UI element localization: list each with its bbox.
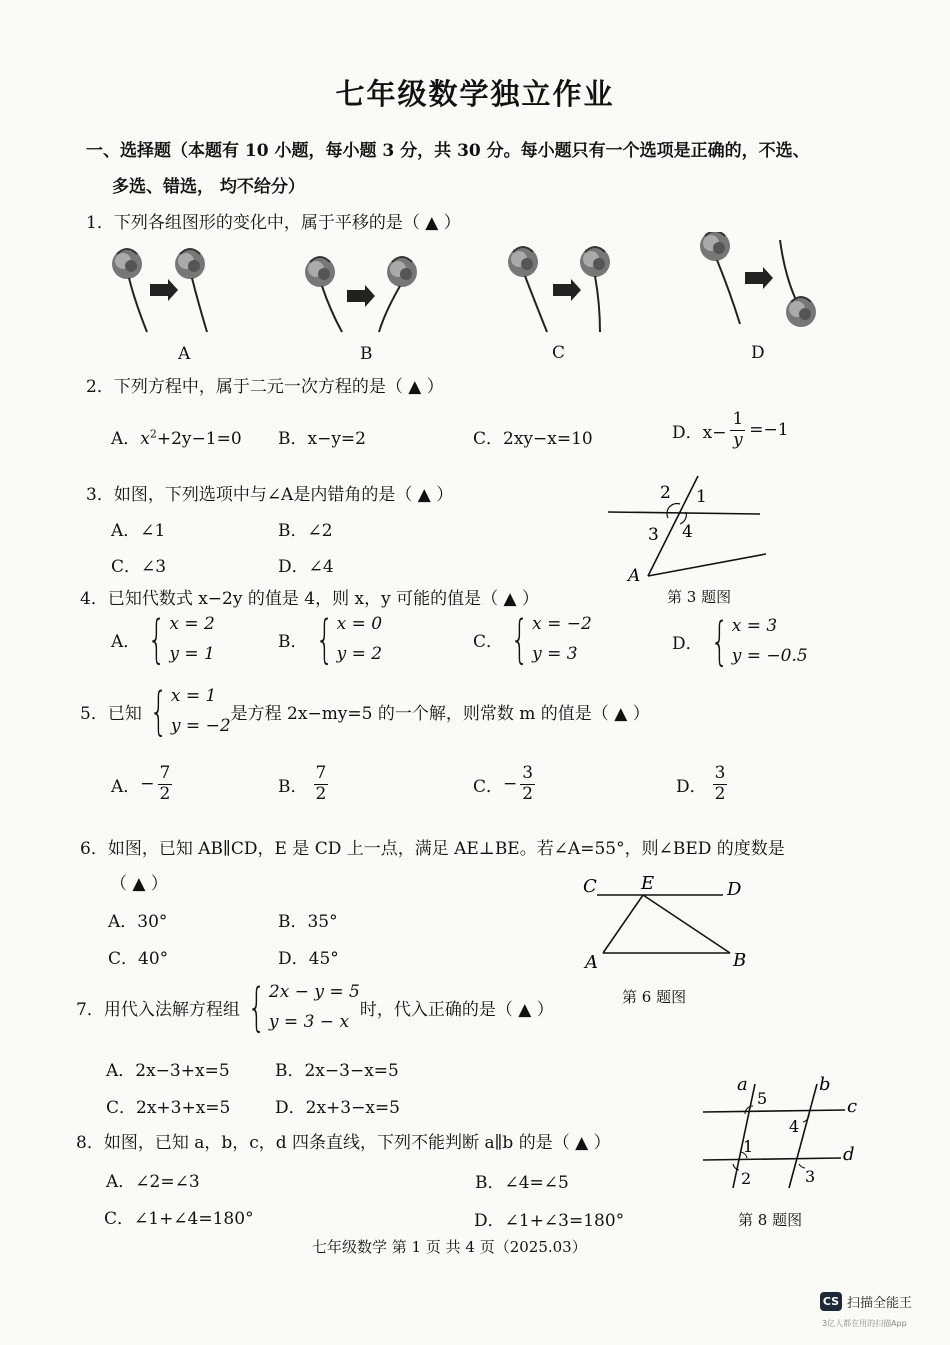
scanner-tagline: 3亿人都在用的扫描App (822, 1319, 907, 1328)
q1-label-d: D (751, 343, 765, 363)
q4-option-d-row2: y = −0.5 (731, 645, 808, 666)
q6-figure (575, 868, 755, 978)
q6-fig-label-c: C (583, 876, 597, 897)
q2-option-a-rest: +2y−1=0 (156, 429, 242, 449)
q4-option-d-row1: x = 3 (731, 616, 778, 636)
q7-option-c: C．2x+3+x=5 (106, 1098, 231, 1118)
q2-option-d (672, 410, 789, 450)
q8-stem: 8．如图，已知 a，b，c，d 四条直线，下列不能判断 a∥b 的是（ ▲ ） (76, 1133, 611, 1153)
q3-fig-label-1: 1 (696, 487, 707, 507)
scanner-app-name: 扫描全能王 (847, 1296, 913, 1311)
section-header-line1: 一、选择题（本题有 10 小题，每小题 3 分，共 30 分。每小题只有一个选项是正确的，不选、 (86, 141, 810, 161)
q4-option-c: C． { x = −2 y = 3 (473, 609, 592, 670)
q7-option-b: B．2x−3−x=5 (275, 1061, 399, 1081)
q8-option-b: B．∠4=∠5 (475, 1173, 569, 1193)
q4-option-d-label: D． (672, 634, 703, 655)
q4-stem: 4．已知代数式 x−2y 的值是 4，则 x，y 可能的值是（ ▲ ） (80, 589, 539, 609)
q3-fig-label-4: 4 (682, 522, 693, 542)
q5-option-c-label: C． (473, 776, 504, 797)
q5-row1: x = 1 (170, 686, 217, 706)
q6-fig-label-a: A (585, 952, 598, 973)
q4-option-b-label: B． (278, 632, 308, 653)
q5-option-c-numerator: 3 (522, 763, 534, 783)
q4-option-a-label: A． (111, 632, 141, 653)
q7-row1: 2x − y = 5 (268, 982, 360, 1002)
q4-option-c-row1: x = −2 (532, 614, 592, 634)
q8-fig-label-1: 1 (743, 1137, 754, 1156)
q2-option-a-var: x (140, 429, 150, 449)
q3-option-c: C．∠3 (111, 557, 167, 577)
q6-option-d: D．45° (278, 949, 339, 969)
q5-option-a (111, 764, 172, 804)
q5-pre: 5．已知 (80, 704, 142, 725)
section-header-line2: 多选、错选， 均不给分） (112, 177, 305, 197)
q1-stem: 1．下列各组图形的变化中，属于平移的是（ ▲ ） (86, 213, 461, 233)
q8-fig-label-3: 3 (805, 1167, 816, 1186)
q4-option-d: D． { x = 3 y = −0.5 (672, 611, 808, 672)
q5-option-d-numerator: 3 (714, 763, 726, 783)
q2-option-d-post: =−1 (749, 420, 789, 441)
q6-option-b: B．35° (278, 912, 338, 932)
q4-option-a: A． { x = 2 y = 1 (111, 609, 215, 670)
q5-option-c-denominator: 2 (522, 783, 534, 804)
q2-option-a-label: A． (111, 429, 141, 449)
q5-option-a-sign: − (140, 774, 155, 795)
q8-figure (695, 1070, 865, 1195)
q3-option-d: D．∠4 (278, 557, 334, 577)
q5-option-c-sign: − (503, 774, 518, 795)
q1-figure-a (112, 249, 207, 332)
q8-option-c: C．∠1+∠4=180° (104, 1209, 254, 1229)
q2-option-b: B．x−y=2 (278, 429, 366, 449)
q5-option-a-denominator: 2 (159, 783, 171, 804)
q4-option-c-label: C． (473, 632, 504, 653)
q7-option-d: D．2x+3−x=5 (275, 1098, 400, 1118)
q2-option-d-numerator: 1 (732, 409, 744, 429)
page-footer: 七年级数学 第 1 页 共 4 页（2025.03） (312, 1238, 587, 1256)
q8-fig-label-c: c (847, 1096, 858, 1117)
q8-caption: 第 8 题图 (738, 1211, 803, 1229)
q5-option-c (473, 764, 535, 804)
q6-fig-label-d: D (727, 879, 742, 900)
q1-figure-b (305, 257, 417, 332)
q7-post: 时，代入正确的是（ ▲ ） (359, 1000, 554, 1021)
q1-figure-d (700, 232, 816, 327)
q6-stem-cont: （ ▲ ） (110, 874, 168, 894)
q3-option-b: B．∠2 (278, 521, 333, 541)
q6-stem: 6．如图，已知 AB∥CD，E 是 CD 上一点，满足 AE⊥BE。若∠A=55°，则∠BED 的度数是 (80, 839, 785, 859)
q3-fig-label-2: 2 (660, 483, 671, 503)
q5-option-b-numerator: 7 (315, 763, 327, 783)
q5-option-d (676, 764, 727, 804)
q5-option-a-numerator: 7 (159, 763, 171, 783)
q2-option-d-denominator: y (733, 429, 743, 450)
q2-option-d-pre: D．x− (672, 422, 727, 443)
q4-option-a-row2: y = 1 (169, 643, 215, 664)
q1-label-b: B (360, 344, 373, 364)
q7-stem: 7．用代入法解方程组 { 2x − y = 5 y = 3 − x 时，代入正确的是（ ▲ ） (76, 977, 554, 1038)
q8-fig-label-a: a (737, 1074, 748, 1095)
q6-option-c: C．40° (108, 949, 169, 969)
q4-option-b: B． { x = 0 y = 2 (278, 609, 383, 670)
q5-stem: 5．已知 { x = 1 y = −2 是方程 2x−my=5 的一个解，则常数 m 的值是（ ▲ ） (80, 681, 650, 742)
q6-caption: 第 6 题图 (622, 988, 687, 1006)
q2-option-c: C．2xy−x=10 (473, 429, 593, 449)
q6-fig-label-e: E (641, 873, 655, 894)
q2-option-a (111, 424, 242, 449)
q5-row2: y = −2 (170, 715, 231, 736)
q3-figure (600, 470, 775, 585)
q1-figure-c (508, 247, 610, 332)
q6-option-a: A．30° (108, 912, 168, 932)
q5-option-d-denominator: 2 (714, 783, 726, 804)
scanner-watermark (820, 1292, 912, 1311)
q3-stem: 3．如图，下列选项中与∠A是内错角的是（ ▲ ） (86, 485, 454, 505)
scanner-logo-icon: CS (820, 1292, 842, 1311)
q4-option-c-row2: y = 3 (532, 643, 578, 664)
q4-option-b-row1: x = 0 (336, 614, 383, 634)
q5-option-b-denominator: 2 (315, 783, 327, 804)
q3-fig-label-3: 3 (648, 525, 659, 545)
q7-option-a: A．2x−3+x=5 (106, 1061, 230, 1081)
q8-fig-label-5: 5 (757, 1089, 768, 1108)
q8-fig-label-2: 2 (741, 1169, 752, 1188)
q8-fig-label-4: 4 (789, 1117, 800, 1136)
q3-caption: 第 3 题图 (667, 588, 732, 606)
q3-option-a: A．∠1 (111, 521, 166, 541)
q1-label-a: A (178, 344, 191, 364)
q1-label-c: C (552, 343, 566, 363)
q8-fig-label-b: b (819, 1074, 831, 1095)
q5-option-b-label: B． (278, 776, 308, 797)
q2-option-d-fraction (730, 410, 745, 450)
q7-row2: y = 3 − x (268, 1011, 350, 1032)
q8-option-a: A．∠2=∠3 (106, 1172, 200, 1192)
q2-option-a-exponent: 2 (149, 427, 157, 441)
q1-figures (95, 232, 875, 342)
q7-pre: 7．用代入法解方程组 (76, 1000, 240, 1021)
q8-option-d: D．∠1+∠3=180° (474, 1211, 625, 1231)
q2-stem: 2．下列方程中，属于二元一次方程的是（ ▲ ） (86, 377, 444, 397)
q4-option-a-row1: x = 2 (169, 614, 215, 634)
q8-fig-label-d: d (843, 1144, 855, 1165)
q4-option-b-row2: y = 2 (336, 643, 383, 664)
q5-post: 是方程 2x−my=5 的一个解，则常数 m 的值是（ ▲ ） (230, 704, 650, 725)
q5-option-a-label: A． (111, 776, 141, 797)
q3-fig-label-a: A (628, 566, 641, 585)
page-title: 七年级数学独立作业 (335, 77, 615, 111)
q5-option-d-label: D． (676, 776, 707, 797)
q6-fig-label-b: B (733, 950, 747, 971)
q5-option-b (278, 764, 328, 804)
